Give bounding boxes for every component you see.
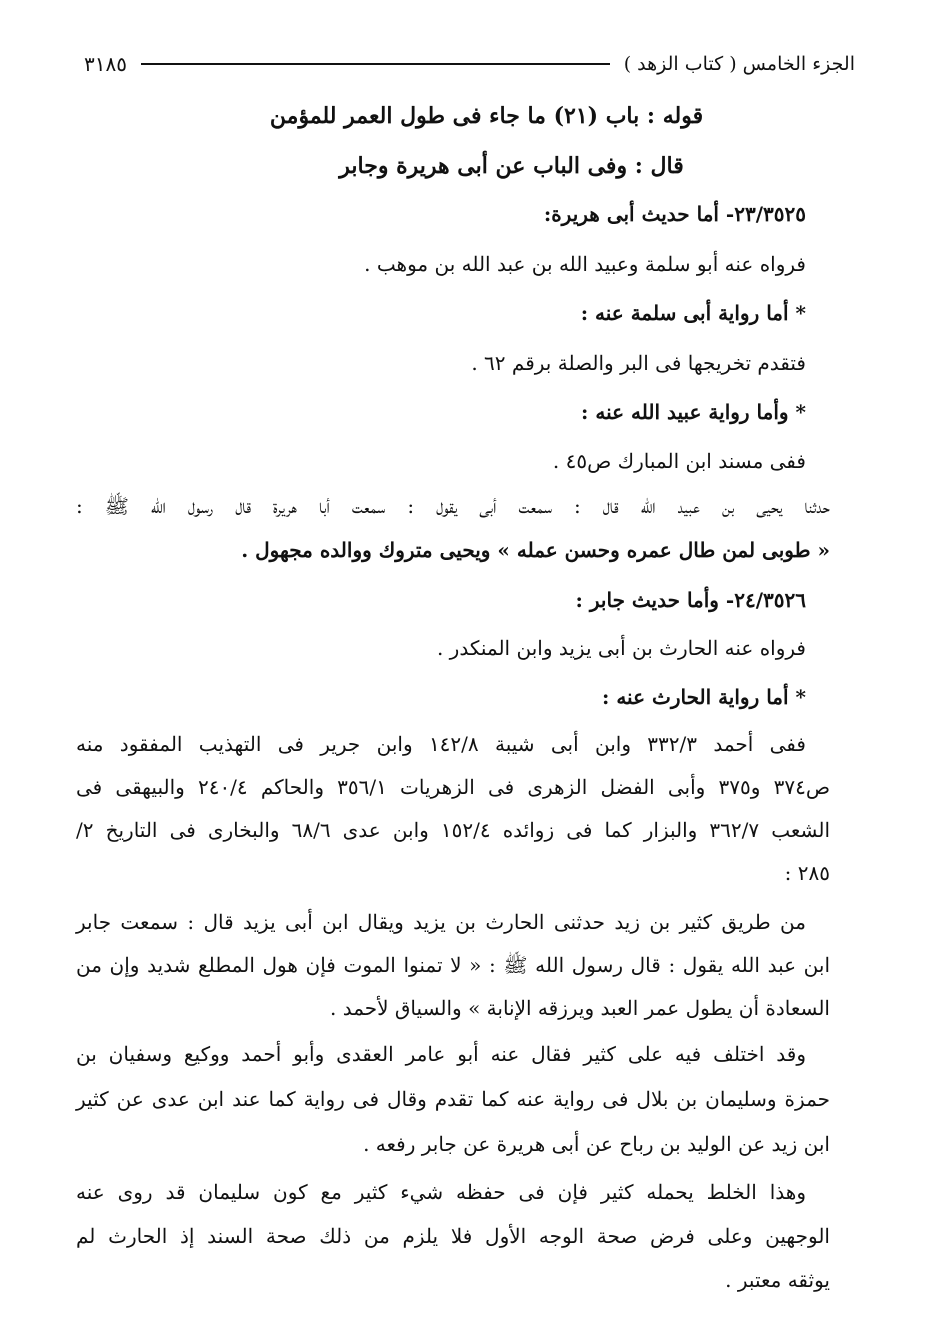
header-section-title: الجزء الخامس ( كتاب الزهد ) xyxy=(623,53,855,75)
text-line: ففى أحمد ٣٣٢/٣ وابن أبى شيبة ١٤٢/٨ وابن جرير فى التهذيب المفقود منه xyxy=(76,732,806,756)
running-header xyxy=(84,44,855,84)
text-line: الشعب ٣٦٢/٧ والبزار كما فى زوائده ١٥٢/٤ وابن عدى ٦٨/٦ والبخارى فى التاريخ ٢/ xyxy=(76,818,830,842)
text-line: ففى مسند ابن المبارك ص٤٥ . xyxy=(552,449,806,473)
header-rule xyxy=(141,63,610,65)
text-line: السعادة أن يطول عمر العبد ويرزقه الإنابة » والسياق لأحمد . xyxy=(330,996,830,1020)
sub-heading-harith: * أما رواية الحارث عنه : xyxy=(601,685,806,709)
page-number: ٣١٨٥ xyxy=(84,52,127,76)
text-line: الوجهين وعلى فرض صحة الوجه الأول فلا يلزم من ذلك صحة السند إذ الحارث لم xyxy=(76,1224,830,1248)
text-line: وقد اختلف فيه على كثير فقال عنه أبو عامر العقدى وأبو أحمد ووكيع وسفيان بن xyxy=(76,1042,806,1066)
text-line: فرواه عنه الحارث بن أبى يزيد وابن المنكدر . xyxy=(436,636,806,660)
hadith-heading-jabir: ٢٤/٣٥٢٦- وأما حديث جابر : xyxy=(575,588,806,612)
text-line: يوثقه معتبر . xyxy=(725,1268,830,1292)
text-line: وهذا الخلط يحمله كثير فإن فى حفظه شيء كثير مع كون سليمان قد روى عنه xyxy=(76,1180,806,1204)
text-line: ابن عبد الله يقول : قال رسول الله ﷺ : « لا تمنوا الموت فإن هول المطلع شديد وإن من xyxy=(76,953,830,977)
text-line: فتقدم تخريجها فى البر والصلة برقم ٦٢ . xyxy=(471,351,806,375)
text-line: حدثنا يحيى بن عبيد الله قال : سمعت أبى يقول : سمعت أبا هريرة قال رسول الله ﷺ : xyxy=(76,494,830,518)
text-line: ابن زيد عن الوليد بن رباح عن أبى هريرة عن جابر رفعه . xyxy=(363,1132,830,1156)
sub-heading-abu-salama: * أما رواية أبى سلمة عنه : xyxy=(580,301,806,325)
text-line: ٢٨٥ : xyxy=(784,861,830,885)
text-line: حمزة وسليمان بن بلال فى رواية عنه كما تقدم وقال فى رواية كما عند ابن عدى عن كثير xyxy=(76,1087,830,1111)
sub-heading-ubaydullah: * وأما رواية عبيد الله عنه : xyxy=(581,400,806,424)
chapter-subheading: قال : وفى الباب عن أبى هريرة وجابر xyxy=(339,153,684,179)
text-line: من طريق كثير بن زيد حدثنى الحارث بن يزيد ويقال ابن أبى يزيد قال : سمعت جابر xyxy=(76,910,806,934)
hadith-heading-abu-hurayra: ٢٣/٣٥٢٥- أما حديث أبى هريرة: xyxy=(543,202,806,226)
text-line: فرواه عنه أبو سلمة وعبيد الله بن عبد الله بن موهب . xyxy=(364,252,806,276)
text-line: « طوبى لمن طال عمره وحسن عمله » ويحيى متروك ووالده مجهول . xyxy=(241,538,830,562)
text-line: ص٣٧٤ و٣٧٥ وأبى الفضل الزهرى فى الزهريات ٣٥٦/١ والحاكم ٢٤٠/٤ والبيهقى فى xyxy=(76,775,830,799)
chapter-heading: قوله : باب (٢١) ما جاء فى طول العمر للمؤمن xyxy=(269,103,704,129)
